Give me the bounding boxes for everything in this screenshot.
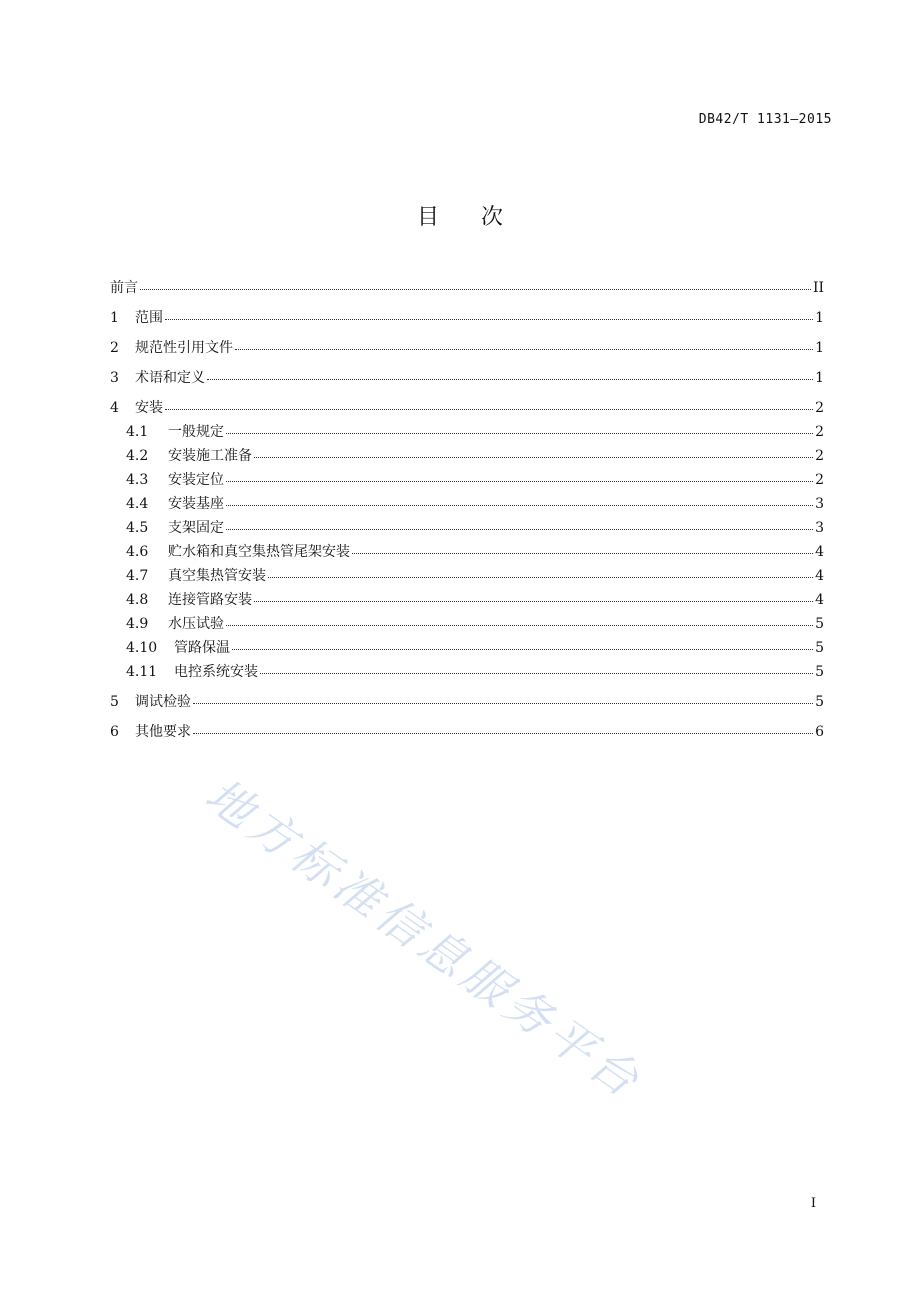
toc-label: 安装 <box>135 400 163 416</box>
toc-label: 一般规定 <box>168 424 224 440</box>
toc-label: 水压试验 <box>168 616 224 632</box>
toc-number: 5 <box>110 694 119 710</box>
toc-label: 其他要求 <box>135 724 191 740</box>
toc-entry-4-1[interactable] <box>110 422 824 442</box>
toc-page: 5 <box>815 616 824 632</box>
toc-label: 连接管路安装 <box>168 592 252 608</box>
page-number: I <box>810 1196 816 1211</box>
toc-label: 安装施工准备 <box>168 448 252 464</box>
toc-entry-4-9[interactable] <box>110 614 824 634</box>
toc-page: 2 <box>815 424 824 440</box>
toc-entry-2[interactable] <box>110 338 824 358</box>
table-of-contents <box>110 278 824 752</box>
toc-page: 3 <box>815 520 824 536</box>
toc-label: 贮水箱和真空集热管尾架安装 <box>168 544 350 560</box>
toc-entry-4-5[interactable] <box>110 518 824 538</box>
toc-label: 规范性引用文件 <box>135 340 233 356</box>
toc-entry-5[interactable] <box>110 692 824 712</box>
toc-entry-4-11[interactable] <box>110 662 824 682</box>
toc-number: 4.2 <box>126 448 149 464</box>
toc-entry-4-10[interactable] <box>110 638 824 658</box>
toc-label: 真空集热管安装 <box>168 568 266 584</box>
toc-number: 4.5 <box>126 520 149 536</box>
toc-leader <box>193 732 813 734</box>
toc-page: 1 <box>815 310 824 326</box>
toc-entry-1[interactable] <box>110 308 824 328</box>
toc-leader <box>232 648 813 650</box>
toc-page: 4 <box>815 568 824 584</box>
title-char-2: 次 <box>481 205 504 230</box>
toc-number: 1 <box>110 310 119 326</box>
toc-leader <box>165 318 813 320</box>
toc-entry-4-4[interactable] <box>110 494 824 514</box>
toc-entry-4-8[interactable] <box>110 590 824 610</box>
toc-number: 4.8 <box>126 592 149 608</box>
toc-leader <box>226 480 813 482</box>
toc-entry-3[interactable] <box>110 368 824 388</box>
toc-number: 4.3 <box>126 472 149 488</box>
toc-leader <box>207 378 813 380</box>
toc-label: 支架固定 <box>168 520 224 536</box>
toc-number: 4.10 <box>126 640 158 656</box>
toc-entry-4[interactable] <box>110 398 824 418</box>
toc-entry-4-7[interactable] <box>110 566 824 586</box>
toc-page: 3 <box>815 496 824 512</box>
toc-page: 1 <box>815 340 824 356</box>
toc-page: 6 <box>815 724 824 740</box>
toc-label: 范围 <box>135 310 163 326</box>
toc-entry-4-2[interactable] <box>110 446 824 466</box>
toc-page: 2 <box>815 448 824 464</box>
toc-leader <box>226 624 813 626</box>
toc-entry-6[interactable] <box>110 722 824 742</box>
standard-code: DB42/T 1131—2015 <box>698 112 832 127</box>
toc-page: 2 <box>815 400 824 416</box>
toc-leader <box>254 456 813 458</box>
toc-page: 5 <box>815 640 824 656</box>
toc-label: 前言 <box>110 280 138 296</box>
toc-number: 3 <box>110 370 119 386</box>
toc-leader <box>165 408 813 410</box>
toc-label: 调试检验 <box>135 694 191 710</box>
toc-page: 4 <box>815 544 824 560</box>
toc-number: 4.6 <box>126 544 149 560</box>
toc-page: II <box>812 280 824 296</box>
toc-number: 4.11 <box>126 664 158 680</box>
toc-entry-preface[interactable] <box>110 278 824 298</box>
toc-page: 5 <box>815 694 824 710</box>
toc-entry-4-6[interactable] <box>110 542 824 562</box>
toc-entry-4-3[interactable] <box>110 470 824 490</box>
toc-leader <box>260 672 813 674</box>
title-char-1: 目 <box>416 205 439 230</box>
toc-number: 4.4 <box>126 496 149 512</box>
toc-number: 4.9 <box>126 616 149 632</box>
toc-page: 5 <box>815 664 824 680</box>
toc-label: 术语和定义 <box>135 370 205 386</box>
toc-leader <box>226 432 813 434</box>
watermark: 地方标准信息服务平台 <box>195 767 653 1110</box>
toc-label: 管路保温 <box>174 640 230 656</box>
toc-leader <box>140 288 811 290</box>
toc-label: 安装定位 <box>168 472 224 488</box>
toc-label: 安装基座 <box>168 496 224 512</box>
toc-number: 4.1 <box>126 424 149 440</box>
page-title <box>0 200 920 231</box>
toc-page: 4 <box>815 592 824 608</box>
toc-number: 4 <box>110 400 119 416</box>
toc-label: 电控系统安装 <box>174 664 258 680</box>
toc-leader <box>226 504 813 506</box>
toc-leader <box>352 552 813 554</box>
toc-page: 1 <box>815 370 824 386</box>
toc-number: 6 <box>110 724 119 740</box>
toc-page: 2 <box>815 472 824 488</box>
toc-leader <box>193 702 813 704</box>
toc-number: 4.7 <box>126 568 149 584</box>
toc-leader <box>268 576 813 578</box>
toc-leader <box>226 528 813 530</box>
toc-number: 2 <box>110 340 119 356</box>
toc-leader <box>254 600 813 602</box>
toc-leader <box>235 348 813 350</box>
